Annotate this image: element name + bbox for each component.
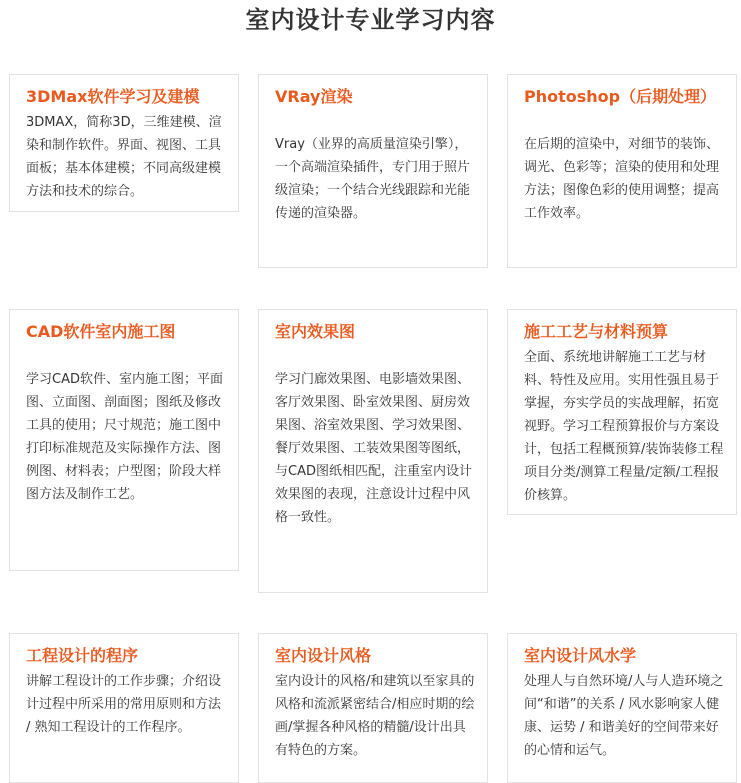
card-description: 学习CAD软件、室内施工图；平面图、立面图、剖面图；图纸及修改工具的使用；尺寸规范；施工图中打印标准规范及实际操作方法、图例图、材料表；户型图；阶段大样图方法及制作工艺。: [26, 372, 223, 502]
card-description: 室内设计的风格/和建筑以至家具的风格和流派紧密结合/相应时期的绘画/掌握各种风格的精髓/设计出具有特色的方案。: [275, 674, 475, 758]
course-card-rendering: [258, 309, 488, 593]
card-description: 讲解工程设计的工作步骤；介绍设计过程中所采用的常用原则和方法 / 熟知工程设计的工作程序。: [26, 674, 222, 735]
page-title: 室内设计专业学习内容: [245, 6, 496, 34]
card-title: 室内设计风水学: [524, 646, 637, 665]
card-description: Vray（业界的高质量渲染引擎），一个高端渲染插件，专门用于照片级渲染；一个结合光线跟踪和光能传递的渲染器。: [275, 137, 471, 221]
course-card-cad: [9, 309, 239, 571]
course-card-3dmax: [9, 74, 239, 212]
course-card-style: [258, 633, 488, 783]
course-card-vray: [258, 74, 488, 268]
card-description: 处理人与自然环境/人与人造环境之间“和谐”的关系 / 风水影响家人健康、运势 / 和谐美好的空间带来好的心情和运气。: [524, 674, 724, 758]
card-description: 学习门廊效果图、电影墙效果图、客厅效果图、卧室效果图、厨房效果图、浴室效果图、学习效果图、餐厅效果图、工装效果图等图纸，与CAD图纸相匹配，注重室内设计效果图的表现，注意设计过程中风格一致性。: [275, 372, 472, 525]
card-title: 工程设计的程序: [26, 646, 139, 665]
card-description: 全面、系统地讲解施工工艺与材料、特性及应用。实用性强且易于掌握，夯实学员的实战理解，拓宽视野。学习工程预算报价与方案设计，包括工程概预算/装饰装修工程项目分类/测算工程量/定额/工程报价核算。: [524, 350, 724, 503]
card-title: CAD软件室内施工图: [26, 322, 176, 341]
course-card-photoshop: [507, 74, 737, 268]
card-title: 3DMax软件学习及建模: [26, 87, 200, 106]
card-description: 3DMAX，简称3D，三维建模、渲染和制作软件。界面、视图、工具面板；基本体建模；不同高级建模方法和技术的综合。: [26, 115, 222, 199]
card-description: 在后期的渲染中，对细节的装饰、调光、色彩等；渲染的使用和处理方法；图像色彩的使用调整；提高工作效率。: [524, 137, 720, 221]
card-title: VRay渲染: [275, 87, 353, 106]
card-title: Photoshop（后期处理）: [524, 87, 717, 106]
card-title: 室内效果图: [275, 322, 356, 341]
card-title: 室内设计风格: [275, 646, 372, 665]
course-card-fengshui: [507, 633, 737, 783]
course-card-procedure: [9, 633, 239, 783]
card-title: 施工工艺与材料预算: [524, 322, 669, 341]
course-card-construction: [507, 309, 737, 515]
